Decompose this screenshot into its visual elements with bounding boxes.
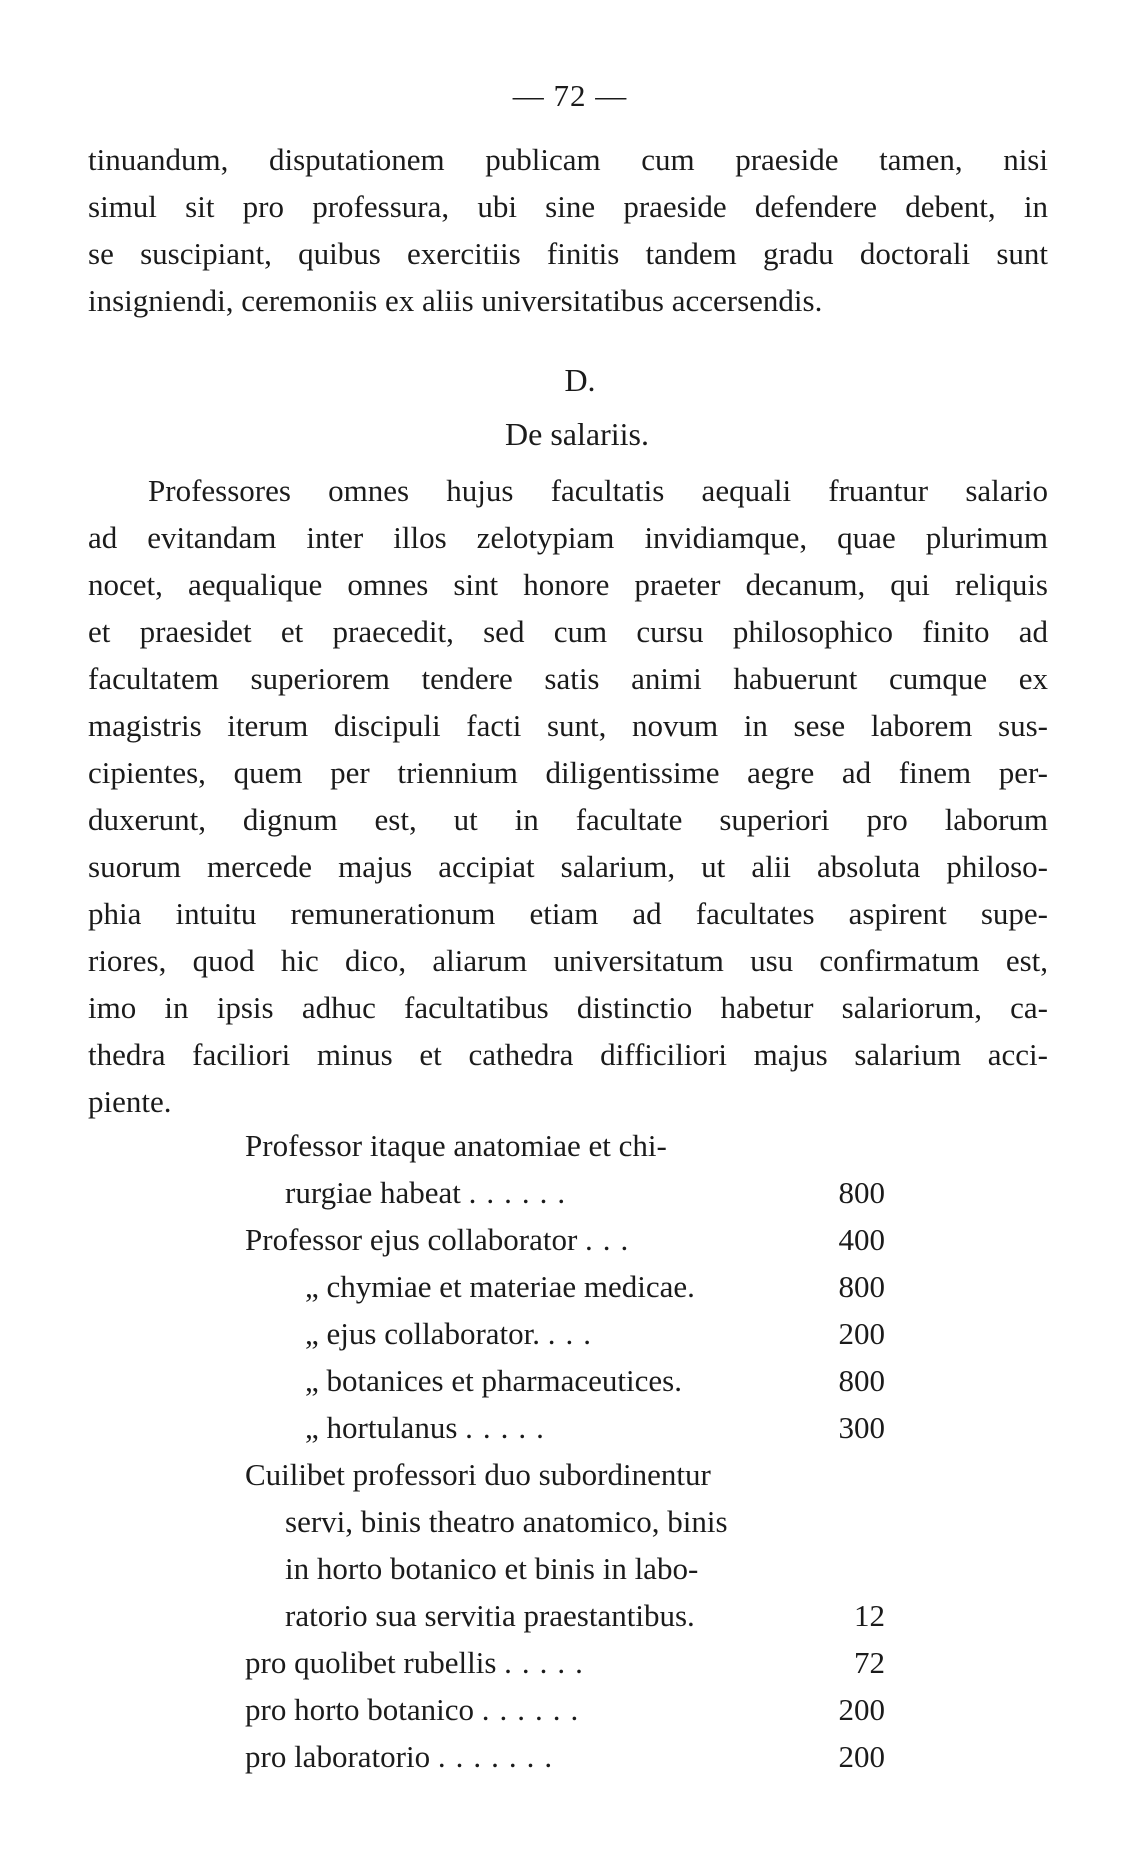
text-line: magistris iterum discipuli facti sunt, novum in sese laborem sus- [88,708,1048,743]
salary-label: Professor itaque anatomiae et chi- [245,1128,667,1163]
text-line: riores, quod hic dico, aliarum universitatum usu confirmatum est, [88,943,1048,978]
salary-amount: 400 [838,1222,885,1257]
text-line: simul sit pro professura, ubi sine praeside defendere debent, in [88,189,1048,224]
dot-leader: ...... [481,1692,589,1727]
salary-label: „ ejus collaborator. ... [305,1316,601,1351]
text-line: piente. [88,1084,172,1119]
text-line: se suscipiant, quibus exercitiis finitis tandem gradu doctorali sunt [88,236,1048,271]
text-line: phia intuitu remunerationum etiam ad facultates aspirent supe- [88,896,1048,931]
text-line: suorum mercede majus accipiat salarium, ut alii absoluta philoso- [88,849,1048,884]
salary-amount: 800 [838,1269,885,1304]
salary-row [245,1357,885,1404]
salary-label: ratorio sua servitia praestantibus. [285,1598,695,1633]
text-line: Professores omnes hujus facultatis aequali fruantur salario [148,473,1048,508]
dot-leader: ... [547,1316,601,1351]
salary-amount: 200 [838,1739,885,1774]
text-line: cipientes, quem per triennium diligentissime aegre ad finem per- [88,755,1048,790]
salary-label: pro laboratorio ....... [245,1739,563,1774]
salary-table [245,1122,885,1780]
salary-row [245,1263,885,1310]
salary-row [245,1310,885,1357]
salary-label: Cuilibet professori duo subordinentur [245,1457,711,1492]
text-line: duxerunt, dignum est, ut in facultate superiori pro laborum [88,802,1048,837]
page-number: — 72 — [512,78,628,113]
salary-row [245,1122,885,1169]
text-line: ad evitandam inter illos zelotypiam invidiamque, quae plurimum [88,520,1048,555]
salary-row [245,1451,885,1498]
salary-row [245,1686,885,1733]
dot-leader: ...... [468,1175,576,1210]
salary-row [245,1639,885,1686]
salary-row [245,1216,885,1263]
salary-amount: 800 [838,1363,885,1398]
text-line: insigniendi, ceremoniis ex aliis universitatibus accersendis. [88,283,823,318]
text-line: thedra faciliori minus et cathedra difficiliori majus salarium acci- [88,1037,1048,1072]
salary-row [245,1404,885,1451]
salary-label: „ chymiae et materiae medicae. [305,1269,695,1304]
text-line: facultatem superiorem tendere satis animi habuerunt cumque ex [88,661,1048,696]
salary-row [245,1545,885,1592]
salary-amount: 12 [854,1598,885,1633]
salary-label: in horto botanico et binis in labo- [285,1551,699,1586]
text-line: et praesidet et praecedit, sed cum cursu philosophico finito ad [88,614,1048,649]
text-line: imo in ipsis adhuc facultatibus distinctio habetur salariorum, ca- [88,990,1048,1025]
salary-label: pro quolibet rubellis ..... [245,1645,593,1680]
salary-amount: 300 [838,1410,885,1445]
text-line: tinuandum, disputationem publicam cum praeside tamen, nisi [88,142,1048,177]
salary-row [245,1169,885,1216]
salary-label: rurgiae habeat ...... [285,1175,576,1210]
salary-label: servi, binis theatro anatomico, binis [285,1504,728,1539]
section-letter: D. [564,362,596,398]
salary-row [245,1498,885,1545]
section-title: De salariis. [505,416,649,452]
paragraph-continuation [88,136,1048,324]
paragraph-salaries [88,467,1048,1125]
salary-row [245,1592,885,1639]
salary-label: Professor ejus collaborator ... [245,1222,639,1257]
salary-amount: 800 [838,1175,885,1210]
dot-leader: ... [585,1222,639,1257]
text-line: nocet, aequalique omnes sint honore praeter decanum, qui reliquis [88,567,1048,602]
salary-amount: 200 [838,1316,885,1351]
salary-row [245,1733,885,1780]
dot-leader: ....... [437,1739,563,1774]
salary-label: „ botanices et pharmaceutices. [305,1363,682,1398]
salary-amount: 200 [838,1692,885,1727]
salary-amount: 72 [854,1645,885,1680]
dot-leader: ..... [504,1645,593,1680]
salary-label: pro horto botanico ...... [245,1692,589,1727]
dot-leader: ..... [465,1410,554,1445]
salary-label: „ hortulanus ..... [305,1410,554,1445]
